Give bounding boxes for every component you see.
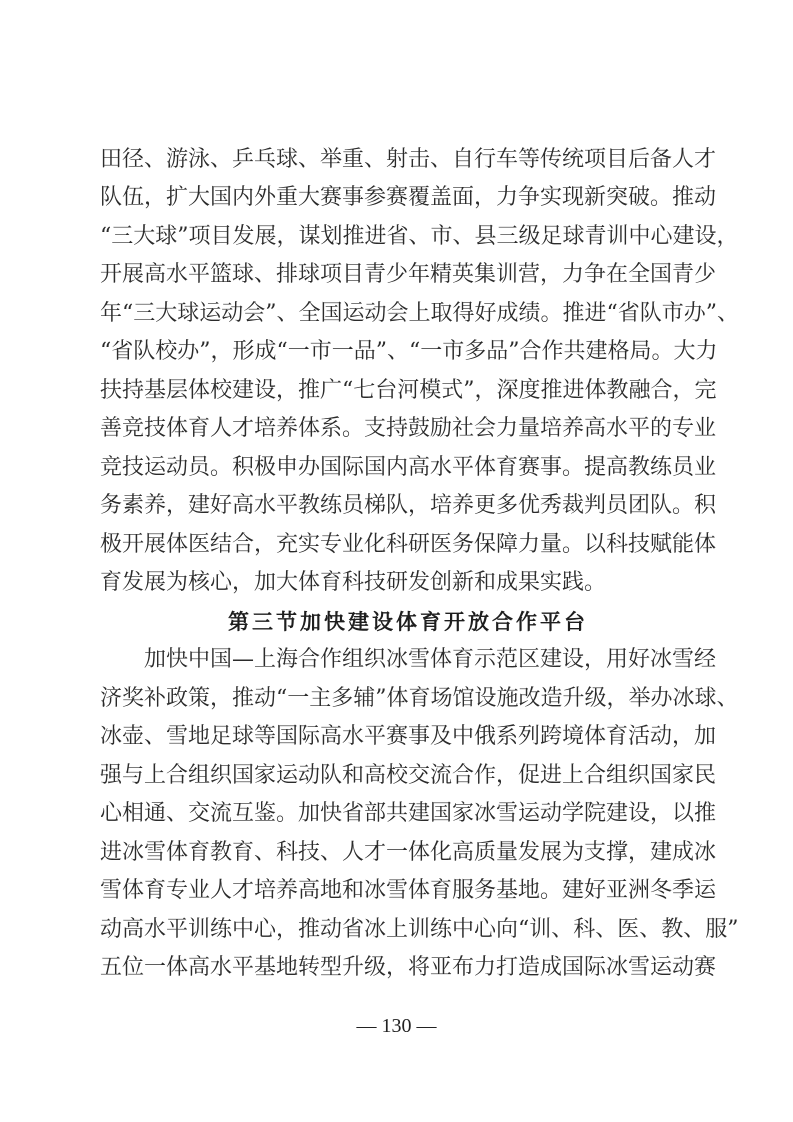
text-line: 务素养，建好高水平教练员梯队，培养更多优秀裁判员团队。积 [100,493,717,518]
text-line: 强与上合组织国家运动队和高校交流合作，促进上合组织国家民 [100,763,717,788]
text-line: 善竞技体育人才培养体系。支持鼓励社会力量培养高水平的专业 [100,416,717,441]
text-line: 五位一体高水平基地转型升级，将亚布力打造成国际冰雪运动赛 [100,955,717,980]
text-line: 冰壶、雪地足球等国际高水平赛事及中俄系列跨境体育活动，加 [100,724,717,749]
text-line: 竞技运动员。积极申办国际国内高水平体育赛事。提高教练员业 [100,455,717,480]
text-line: 济奖补政策，推动“一主多辅”体育场馆设施改造升级，举办冰球、 [100,686,739,711]
section-heading [228,603,588,641]
text-line: 队伍，扩大国内外重大赛事参赛覆盖面，力争实现新突破。推动 [100,185,717,210]
text-line: 年“三大球运动会”、全国运动会上取得好成绩。推进“省队市办”、 [100,301,739,326]
page-number: — 130 — [356,1015,437,1037]
text-line: “三大球”项目发展，谋划推进省、市、县三级足球青训中心建设， [100,224,739,249]
text-line: 开展高水平篮球、排球项目青少年精英集训营，力争在全国青少 [100,262,717,287]
text-line: 育发展为核心，加大体育科技研发创新和成果实践。 [100,570,607,595]
text-line: 心相通、交流互鉴。加快省部共建国家冰雪运动学院建设，以推 [100,801,717,826]
text-line: “省队校办”，形成“一市一品”、“一市多品”合作共建格局。大力 [100,339,718,364]
text-line: 动高水平训练中心，推动省冰上训练中心向“训、科、医、教、服” [100,917,739,942]
text-line: 扶持基层体校建设，推广“七台河模式”，深度推进体教融合，完 [100,378,717,403]
section-number: 第三节 [228,609,300,634]
text-line: 雪体育专业人才培养高地和冰雪体育服务基地。建好亚洲冬季运 [100,878,717,903]
text-line: 田径、游泳、乒乓球、举重、射击、自行车等传统项目后备人才 [100,147,717,172]
text-line: 加快中国—上海合作组织冰雪体育示范区建设，用好冰雪经 [144,647,717,672]
text-line: 极开展体医结合，充实专业化科研医务保障力量。以科技赋能体 [100,532,717,557]
text-line: 进冰雪体育教育、科技、人才一体化高质量发展为支撑，建成冰 [100,840,717,865]
section-title: 加快建设体育开放合作平台 [300,609,588,634]
